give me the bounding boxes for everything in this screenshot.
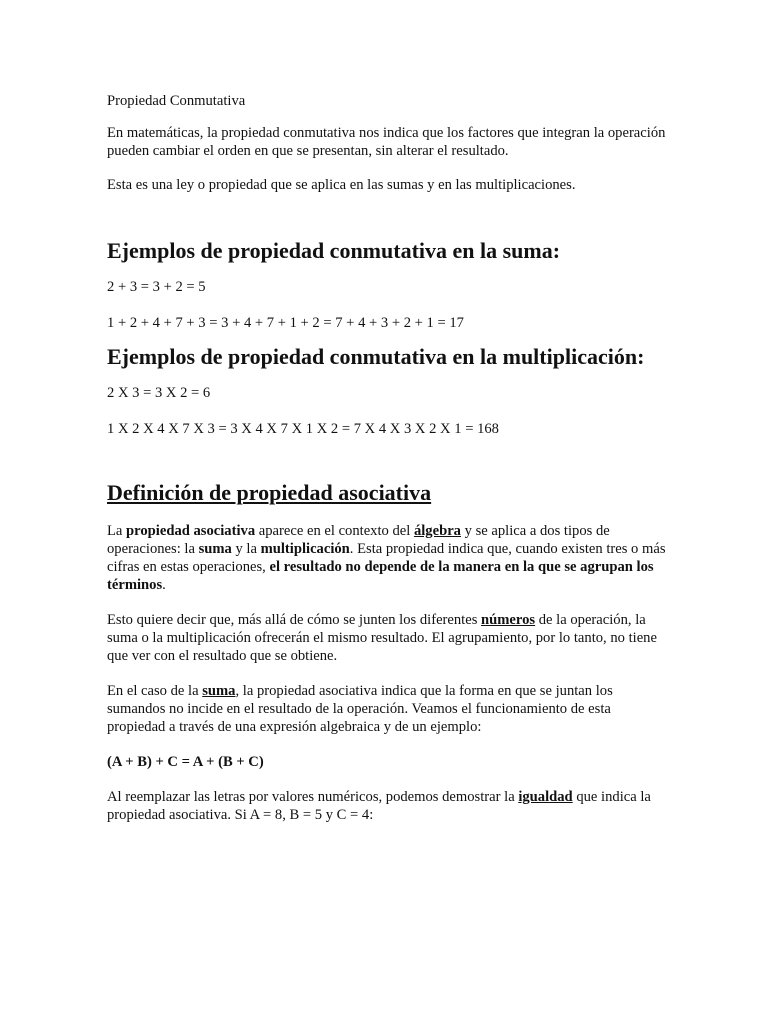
associative-paragraph-1	[107, 522, 667, 594]
text-run: que indica la propiedad asociativa. Si A = 8, B = 5 y C = 4:	[107, 789, 651, 823]
bold-term-multiplication: multiplicación	[260, 541, 350, 557]
text-run: y se aplica a dos tipos de operaciones: la	[107, 523, 610, 557]
bold-term-associative-property: propiedad asociativa	[126, 523, 256, 539]
associative-paragraph-4	[107, 788, 667, 824]
text-run: La	[107, 523, 127, 539]
document-page	[107, 92, 667, 824]
link-numeros[interactable]: números	[481, 612, 536, 628]
text-run: de la operación, la suma o la multiplicación ofrecerán el mismo resultado. El agrupamiento, por lo tanto, no tiene que ver con el resultado que se obtiene.	[107, 612, 657, 664]
link-algebra[interactable]: álgebra	[413, 523, 461, 539]
text-run: , la propiedad asociativa indica que la forma en que se juntan los sumandos no incide en el resultado de la operación. Veamos el funcionamiento de esta propiedad a través de una expresión algebraica y de un ejemplo:	[107, 683, 613, 735]
text-run: aparece en el contexto del	[255, 523, 414, 539]
link-suma[interactable]: suma	[202, 683, 236, 699]
text-run: En el caso de la	[107, 683, 203, 699]
document-title: Propiedad Conmutativa	[107, 93, 246, 109]
bold-term-sum: suma	[198, 541, 232, 557]
text-run: Esto quiere decir que, más allá de cómo se junten los diferentes	[107, 612, 482, 628]
scope-paragraph: Esta es una ley o propiedad que se aplica en las sumas y en las multiplicaciones.	[107, 177, 576, 193]
multiplication-equation-2: 1 X 2 X 4 X 7 X 3 = 3 X 4 X 7 X 1 X 2 = 7 X 4 X 3 X 2 X 1 = 168	[107, 421, 499, 437]
definition-paragraph: En matemáticas, la propiedad conmutativa nos indica que los factores que integran la operación pueden cambiar el orden en que se presentan, sin alterar el resultado.	[107, 125, 666, 159]
bold-statement-grouping: el resultado no depende de la manera en la que se agrupan los términos	[107, 559, 654, 593]
text-run: y la	[231, 541, 261, 557]
sum-equation-2: 1 + 2 + 4 + 7 + 3 = 3 + 4 + 7 + 1 + 2 = 7 + 4 + 3 + 2 + 1 = 17	[107, 315, 464, 331]
multiplication-equation-1: 2 X 3 = 3 X 2 = 6	[107, 385, 211, 401]
sum-equation-1: 2 + 3 = 3 + 2 = 5	[107, 279, 206, 295]
text-run: .	[162, 577, 166, 593]
heading-commutative-multiplication: Ejemplos de propiedad conmutativa en la multiplicación:	[107, 344, 645, 369]
associative-formula: (A + B) + C = A + (B + C)	[107, 754, 264, 770]
associative-paragraph-3	[107, 682, 667, 736]
text-run: . Esta propiedad indica que, cuando existen tres o más cifras en estas operaciones,	[107, 541, 666, 575]
heading-commutative-sum: Ejemplos de propiedad conmutativa en la suma:	[107, 238, 561, 263]
text-run: Al reemplazar las letras por valores numéricos, podemos demostrar la	[107, 789, 519, 805]
link-igualdad[interactable]: igualdad	[518, 789, 573, 805]
heading-associative-definition: Definición de propiedad asociativa	[107, 480, 432, 505]
associative-paragraph-2	[107, 611, 667, 665]
